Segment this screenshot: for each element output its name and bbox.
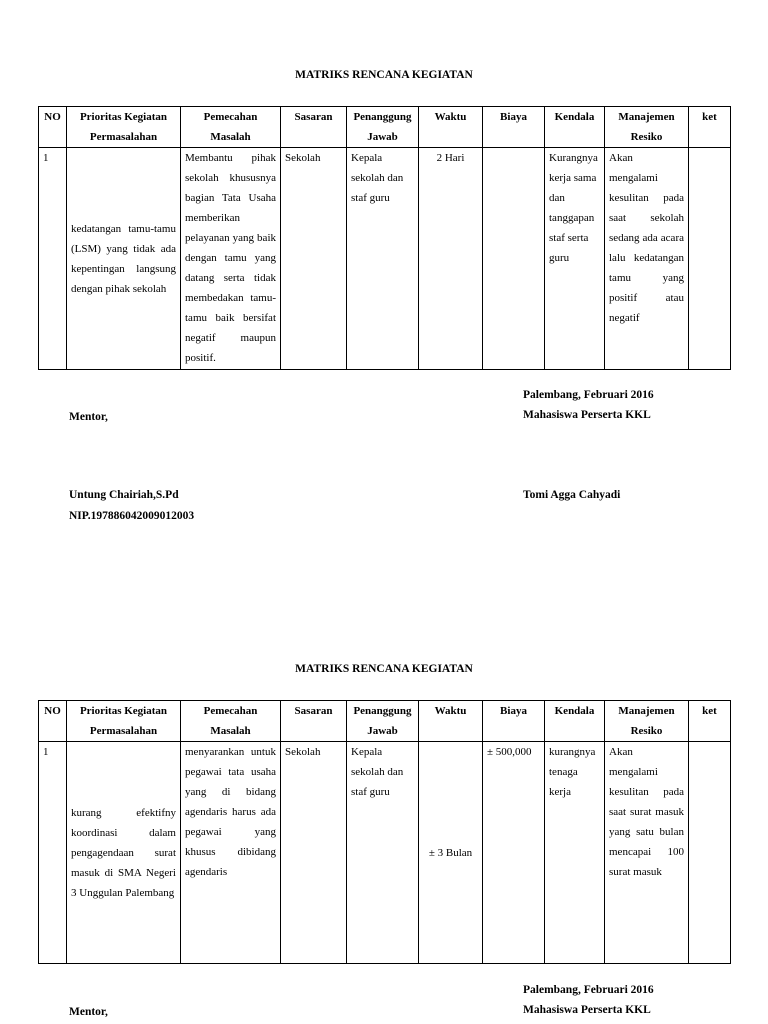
- cell-waktu: ± 3 Bulan: [419, 742, 483, 964]
- cell-biaya: ± 500,000: [483, 742, 545, 964]
- student-name: Tomi Agga Cahyadi: [523, 489, 621, 501]
- header-kendala: Kendala: [545, 107, 605, 148]
- place-date: Palembang, Februari 2016: [523, 984, 654, 996]
- header-ket: ket: [689, 701, 731, 742]
- cell-prioritas: kedatangan tamu-tamu (LSM) yang tidak ada kepentingan langsung dengan pihak sekolah: [67, 148, 181, 370]
- header-pemecahan: Pemecahan Masalah: [181, 107, 281, 148]
- cell-waktu: 2 Hari: [419, 148, 483, 370]
- header-kendala: Kendala: [545, 701, 605, 742]
- cell-prioritas: kurang efektifny koordinasi dalam pengagendaan surat masuk di SMA Negeri 3 Unggulan Palembang: [67, 742, 181, 964]
- mentor-name: Untung Chairiah,S.Pd: [69, 489, 179, 501]
- cell-no: 1: [39, 742, 67, 964]
- header-waktu: Waktu: [419, 107, 483, 148]
- header-no: NO: [39, 701, 67, 742]
- header-waktu: Waktu: [419, 701, 483, 742]
- header-biaya: Biaya: [483, 107, 545, 148]
- cell-no: 1: [39, 148, 67, 370]
- header-manajemen: Manajemen Resiko: [605, 701, 689, 742]
- table-row: [39, 148, 731, 370]
- cell-kendala: Kurangnya kerja sama dan tanggapan staf serta guru: [545, 148, 605, 370]
- header-prioritas: Prioritas Kegiatan Permasalahan: [67, 107, 181, 148]
- cell-sasaran: Sekolah: [281, 148, 347, 370]
- cell-pemecahan: menyarankan untuk pegawai tata usaha yang di bidang agendaris harus ada pegawai yang khusus dibidang agendaris: [181, 742, 281, 964]
- header-pemecahan: Pemecahan Masalah: [181, 701, 281, 742]
- table-row: [39, 742, 731, 964]
- cell-pemecahan: Membantu pihak sekolah khususnya bagian Tata Usaha memberikan pelayanan yang baik dengan tamu yang datang serta tidak membedakan tamu-tamu baik bersifat negatif maupun positif.: [181, 148, 281, 370]
- header-no: NO: [39, 107, 67, 148]
- header-prioritas: Prioritas Kegiatan Permasalahan: [67, 701, 181, 742]
- header-manajemen: Manajemen Resiko: [605, 107, 689, 148]
- cell-biaya: [483, 148, 545, 370]
- header-penanggung: Penanggung Jawab: [347, 701, 419, 742]
- header-sasaran: Sasaran: [281, 107, 347, 148]
- header-row: [39, 107, 731, 148]
- cell-ket: [689, 742, 731, 964]
- cell-kendala: kurangnya tenaga kerja: [545, 742, 605, 964]
- mentor-nip: NIP.197886042009012003: [69, 510, 195, 522]
- student-role: Mahasiswa Perserta KKL: [523, 409, 651, 421]
- mentor-label: Mentor,: [69, 1006, 108, 1018]
- mentor-label: Mentor,: [69, 411, 108, 423]
- cell-sasaran: Sekolah: [281, 742, 347, 964]
- plan-matrix-table: [38, 700, 731, 964]
- header-biaya: Biaya: [483, 701, 545, 742]
- cell-penanggung: Kepala sekolah dan staf guru: [347, 742, 419, 964]
- cell-penanggung: Kepala sekolah dan staf guru: [347, 148, 419, 370]
- student-role: Mahasiswa Perserta KKL: [523, 1004, 651, 1016]
- page-title: MATRIKS RENCANA KEGIATAN: [295, 69, 473, 81]
- header-ket: ket: [689, 107, 731, 148]
- plan-matrix-table: [38, 106, 731, 370]
- place-date: Palembang, Februari 2016: [523, 389, 654, 401]
- cell-ket: [689, 148, 731, 370]
- cell-manajemen: Akan mengalami kesulitan pada saat surat masuk yang satu bulan mencapai 100 surat masuk: [605, 742, 689, 964]
- header-sasaran: Sasaran: [281, 701, 347, 742]
- header-row: [39, 701, 731, 742]
- header-penanggung: Penanggung Jawab: [347, 107, 419, 148]
- page-title: MATRIKS RENCANA KEGIATAN: [295, 663, 473, 675]
- cell-manajemen: Akan mengalami kesulitan pada saat sekolah sedang ada acara lalu kedatangan tamu yang positif atau negatif: [605, 148, 689, 370]
